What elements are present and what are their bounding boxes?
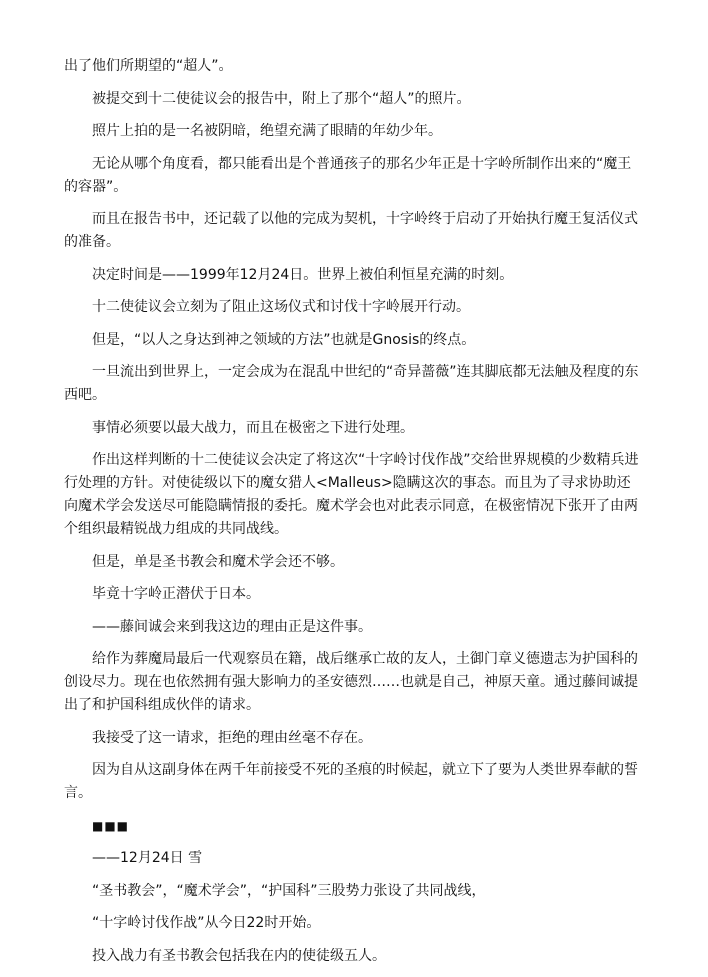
paragraph: ——藤间诚会来到我这边的理由正是这件事。 bbox=[92, 618, 372, 635]
paragraph: 无论从哪个角度看，都只能看出是个普通孩子的那名少年正是十字岭所制作出来的“魔王的容器”。 bbox=[64, 155, 632, 195]
paragraph: ——12月24日 雪 bbox=[92, 850, 203, 866]
paragraph: 但是，“以人之身达到神之领域的方法”也就是Gnosis的终点。 bbox=[92, 331, 476, 348]
paragraph: 因为自从这副身体在两千年前接受不死的圣痕的时候起，就立下了要为人类世界奉献的誓言。 bbox=[64, 762, 638, 801]
paragraph: 决定时间是——1999年12月24日。世界上被伯利恒星充满的时刻。 bbox=[92, 266, 514, 283]
paragraph: 事情必须要以最大战力，而且在极密之下进行处理。 bbox=[92, 419, 414, 436]
document-page bbox=[64, 55, 644, 977]
section-separator: ■■■ bbox=[92, 818, 130, 833]
paragraph: 投入战力有圣书教会包括我在内的使徒级五人。 bbox=[92, 947, 386, 964]
paragraph: 被提交到十二使徒议会的报告中，附上了那个“超人”的照片。 bbox=[92, 90, 471, 107]
paragraph: 毕竟十字岭正潜伏于日本。 bbox=[92, 586, 260, 602]
paragraph: 但是，单是圣书教会和魔术学会还不够。 bbox=[92, 553, 344, 570]
paragraph: 我接受了这一请求，拒绝的理由丝毫不存在。 bbox=[92, 729, 372, 746]
paragraph: “十字岭讨伐作战”从今日22时开始。 bbox=[92, 915, 321, 931]
paragraph: 出了他们所期望的“超人”。 bbox=[64, 58, 233, 74]
paragraph: 照片上拍的是一名被阴暗，绝望充满了眼睛的年幼少年。 bbox=[92, 123, 442, 139]
paragraph: “圣书教会”，“魔术学会”，“护国科”三股势力张设了共同战线， bbox=[92, 882, 486, 899]
paragraph: 十二使徒议会立刻为了阻止这场仪式和讨伐十字岭展开行动。 bbox=[92, 299, 470, 315]
paragraph: 作出这样判断的十二使徒议会决定了将这次“十字岭讨伐作战”交给世界规模的少数精兵进行处理的方针。对使徒级以下的魔女猎人<Malleus>隐瞒这次的事态。而且为了寻求协助还向魔术学会发送尽可能隐瞒情报的委托。魔术学会也对此表示同意，在极密情况下张开了由两个组织最精锐战力组成的共同战线。 bbox=[64, 452, 639, 537]
paragraph: 一旦流出到世界上，一定会成为在混乱中世纪的“奇异蔷薇”连其脚底都无法触及程度的东西吧。 bbox=[64, 364, 639, 403]
paragraph: 而且在报告书中，还记载了以他的完成为契机，十字岭终于启动了开始执行魔王复活仪式的准备。 bbox=[64, 211, 638, 250]
paragraph: 给作为葬魔局最后一代观察员在籍，战后继承亡故的友人，土御门章义德遗志为护国科的创设尽力。现在也依然拥有强大影响力的圣安德烈……也就是自己，神原天童。通过藤间诚提出了和护国科组成伙伴的请求。 bbox=[64, 651, 638, 713]
